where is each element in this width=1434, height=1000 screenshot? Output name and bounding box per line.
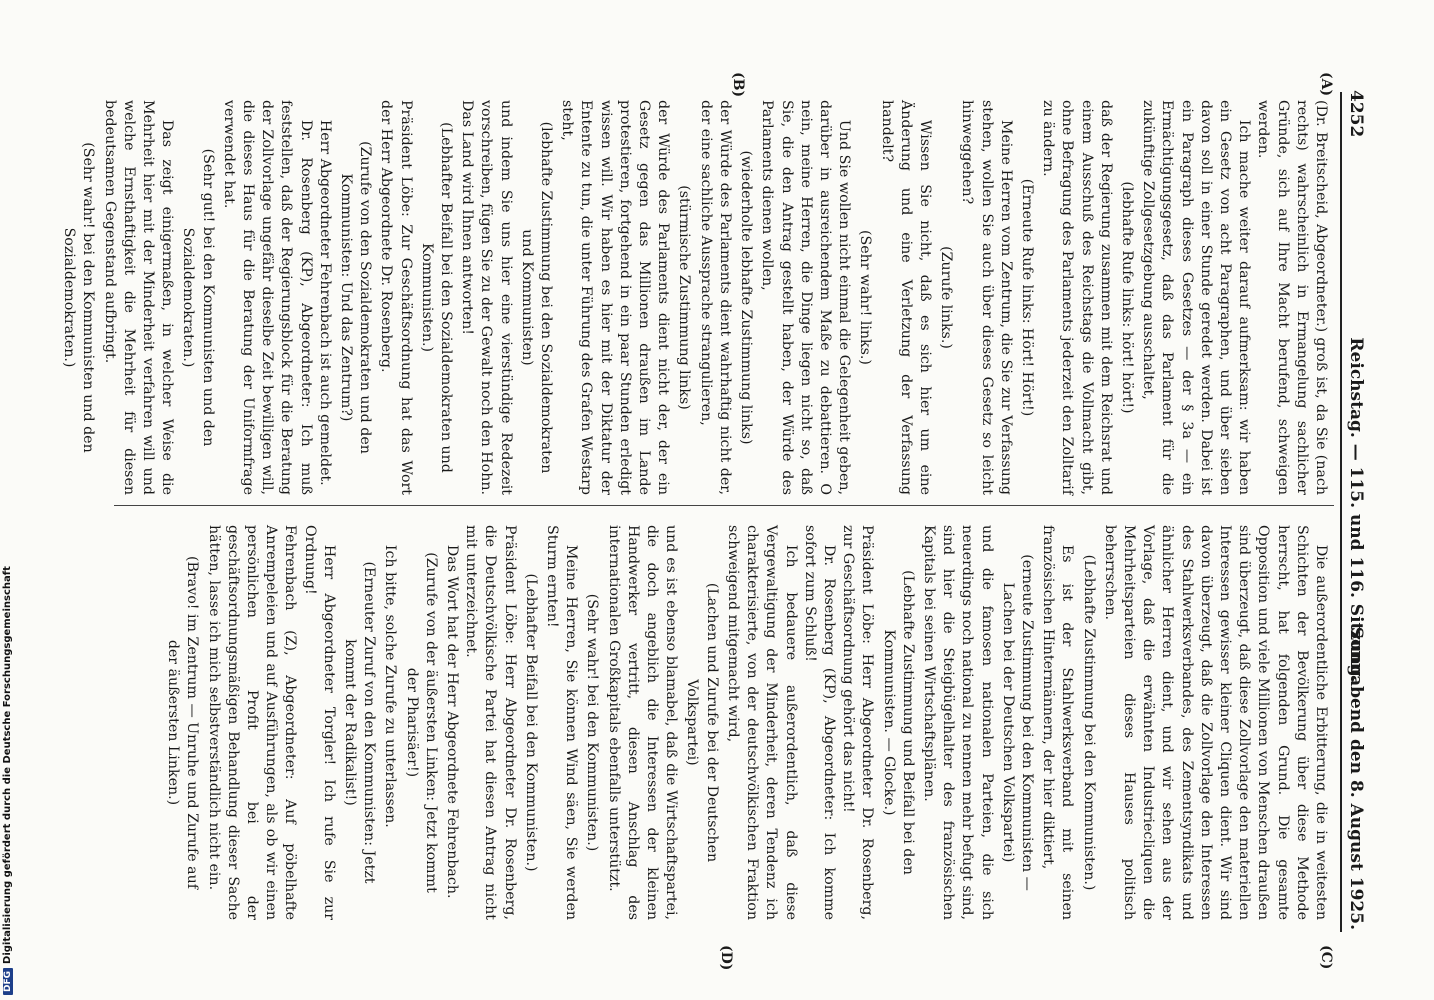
stage-direction: (Sehr wahr! bei den Kommunisten und den Sozialdemokraten.) <box>61 142 97 453</box>
body-paragraph: der Würde des Parlaments dient wahrhaftig nicht der, der eine sachliche Aussprache strangulieren, <box>697 100 733 495</box>
stage-direction: (erneute Zustimmung bei den Kommunisten — Lachen bei der Deutschen Volkspartei) <box>999 554 1035 891</box>
speaker-paragraph: Präsident Löbe: Herr Abgeordneter Dr. Rosenberg, zur Geschäftsordnung gehört das nicht! <box>840 525 876 920</box>
body-paragraph: und es ist ebenso blamabel, daß die Wirtschaftspartei, die doch angeblich die Interessen der kleinen Handwerker vertritt, diesen Anschlag des internationalen Großkapitals ebenfalls unterstützt. <box>605 525 680 920</box>
credit-text: Digitalisierung gefördert durch die Deutsche Forschungsgemeinschaft <box>2 566 13 964</box>
speaker-paragraph: Präsident Löbe: Zur Geschäftsordnung hat das Wort der Herr Abgeordnete Dr. Rosenberg. <box>378 100 414 495</box>
body-paragraph: Es ist der Stahlwerksverband mit seinen französischen Hintermännern, der hier diktiert, <box>1040 525 1076 920</box>
body-paragraph: Wissen Sie nicht, daß es sich hier um eine Änderung und eine Verletzung der Verfassung handelt? <box>878 100 933 495</box>
stage-direction: (wiederholte lebhafte Zustimmung links) <box>738 150 755 445</box>
body-paragraph: Die außerordentliche Erbitterung, die in weitesten Schichten der Bevölkerung über diese Methode herrscht, hat folgenden Grund. Die gesamte Opposition und viele Millionen von Menschen draußen sind überzeugt, daß diese Zollvorlage den materiellen Interessen gewisser kleiner Cliquen dient. Wir sind davon überzeugt, daß die Zollvorlage den Interessen des Stahlwerksverbandes, des Zementsyndikats und ähnlicher Herren dient, und wir sehen aus der Vorlage, daß die erwähnten Industriecliquen die Mehrheitsparteien dieses Hauses politisch beherrschen. <box>1101 525 1329 920</box>
stage-direction: (Zurufe von der äußersten Linken: Jetzt kommt der Pharisäer!) <box>403 552 439 893</box>
stage-direction: (Lebhafter Beifall bei den Sozialdemokraten und Kommunisten.) <box>418 122 455 473</box>
margin-marker-a: (A) <box>1318 72 1334 97</box>
stage-direction: (Zurufe links.) <box>938 246 955 349</box>
right-column <box>100 525 1330 920</box>
body-paragraph: Herr Abgeordneter Torgler! Ich rufe Sie zur Ordnung! <box>301 525 337 920</box>
body-paragraph: Meine Herren, Sie können Wind säen, Sie werden Sturm ernten! <box>544 525 580 920</box>
stage-direction: (Erneuter Zuruf von den Kommunisten: Jetzt kommt der Radikalist!) <box>342 561 378 884</box>
margin-marker-c: (C) <box>1318 945 1334 970</box>
funding-credit <box>2 566 13 995</box>
stage-direction: (Bravo! im Zentrum — Unruhe und Zurufe auf der äußersten Linken.) <box>165 556 201 889</box>
page-number: 4252 <box>1346 90 1366 138</box>
left-column <box>61 100 1330 495</box>
body-paragraph: (Dr. Breitscheid, Abgeordneter.) groß ist, da Sie (nach rechts) wahrscheinlich in Ermangelung sachlicher Gründe, sich auf Ihre Macht berufend, schweigen werden. <box>1255 100 1329 495</box>
stage-direction: (Sehr wahr! bei den Kommunisten.) <box>584 593 601 852</box>
stage-direction: (Lebhafte Zustimmung bei den Kommunisten.) <box>1080 554 1097 891</box>
stage-direction: (Erneute Rufe links: Hört! Hört!) <box>1018 178 1035 417</box>
speaker-paragraph: Fehrenbach (Z), Abgeordneter: Auf pöbelhafte Anrempeleien und auf Ausführungen, als ob wir einen persönlichen Profit bei der geschäftsordnungsmäßigen Behandlung dieser Sache hätten, lasse ich mich selbstverständlich nicht ein. <box>205 525 299 920</box>
page-header <box>1340 90 1380 930</box>
body-paragraph: Und Sie wollen nicht einmal die Gelegenheit geben, darüber in ausreichendem Maße zu debattieren. O nein, meine Herren, die Dinge liegen nicht so, daß Sie, die den Antrag gestellt haben, der Würde des Parlaments dienen wollen, <box>759 100 853 495</box>
body-paragraph: Ich bitte, solche Zurufe zu unterlassen. <box>382 544 399 828</box>
body-paragraph: Meine Herren vom Zentrum, die Sie zur Verfassung stehen, wollen Sie auch über dieses Gesetz so leicht hinweggehen? <box>959 100 1014 495</box>
stage-direction: (stürmische Zustimmung links) <box>676 185 693 410</box>
running-title: Reichstag. — 115. und 116. Sitzung. <box>1346 337 1366 683</box>
body-paragraph: und die famosen nationalen Parteien, die sich neuerdings noch national zu nennen mehr befugt sind, sind hier die Steigbügelhalter des französischen Kapitals bei seinen Wirtschaftsplänen. <box>920 525 995 920</box>
stage-direction: (Lachen und Zurufe bei der Deutschen Volkspartei) <box>684 582 720 863</box>
body-paragraph: Dr. Rosenberg (KP), Abgeordneter: Ich muß feststellen, daß der Regierungsblock für die Beratung der Zollvorlage ungefähr dieselbe Zeit bewilligen will, die dieses Haus für die Beratung der Uniformfrage verwendet hat. <box>220 100 314 495</box>
stage-direction: (lebhafte Zustimmung bei den Sozialdemokraten und Kommunisten) <box>518 121 555 474</box>
body-paragraph: Ich bedauere außerordentlich, daß diese Vergewaltigung der Minderheit, deren Tendenz ich charakterisierte, von der deutschvölkischen Fraktion schweigend mitgemacht wird, <box>724 525 799 920</box>
body-paragraph: Das Wort hat der Herr Abgeordnete Fehrenbach. <box>444 544 461 899</box>
stage-direction: (Sehr gut! bei den Kommunisten und den Sozialdemokraten.) <box>180 148 216 447</box>
margin-marker-b: (B) <box>730 72 746 98</box>
body-paragraph: Ich mache weiter darauf aufmerksam: wir haben ein Gesetz von acht Paragraphen, und über sieben davon soll in einer Stunde geredet werden. Dabei ist ein Paragraph dieses Gesetzes — der § 3a — ein Ermächtigungsgesetz, daß das Parlament für die zukünftige Zollgesetzgebung ausschaltet, <box>1140 100 1253 495</box>
speaker-paragraph: Präsident Löbe: Herr Abgeordneter Dr. Rosenberg, die Deutschvölkische Partei hat diesen Antrag nicht mit unterzeichnet. <box>463 525 518 920</box>
header-rule <box>1340 92 1342 932</box>
stage-direction: (Lebhafte Zustimmung und Beifall bei den Kommunisten. — Glocke.) <box>880 570 916 875</box>
body-paragraph: und indem Sie uns hier eine vierstündige Redezeit vorschreiben, fügen Sie zu der Gewalt noch den Hohn. Das Land wird Ihnen antworten! <box>459 100 514 495</box>
body-paragraph: der Würde des Parlaments dient nicht der, der ein Gesetz gegen das Millionen draußen im Lande protestieren, fortgehend in ein paar Stunden erledigt wissen will. Wir haben es hier mit der Diktatur der Entente zu tun, die unter Führung des Grafen Westarp steht, <box>559 100 672 495</box>
body-paragraph: Herr Abgeordneter Fehrenbach ist auch gemeldet. <box>316 119 333 486</box>
margin-marker-d: (D) <box>718 945 734 971</box>
session-date: Sonnabend den 8. August 1925. <box>1346 626 1366 930</box>
body-paragraph: Dr. Rosenberg (KP), Abgeordneter: Ich komme sofort zum Schluß! <box>801 525 837 920</box>
body-paragraph: daß der Regierung zusammen mit dem Reichsrat und einem Ausschuß des Reichstags die Vollmacht gibt, ohne Befragung des Parlaments jederzeit den Zolltarif zu ändern. <box>1040 100 1114 495</box>
dfg-logo: DFG <box>3 968 13 995</box>
column-divider <box>114 505 1334 506</box>
stage-direction: (Lebhafter Beifall bei den Kommunisten.) <box>522 573 539 872</box>
stage-direction: (lebhafte Rufe links: hört! hört!) <box>1118 181 1135 414</box>
stage-direction: (Sehr wahr! links.) <box>857 230 874 365</box>
stage-direction: (Zurufe von den Sozialdemokraten und den Kommunisten: Und das Zentrum?) <box>338 141 374 454</box>
body-paragraph: Das zeigt einigermaßen, in welcher Weise die Mehrheit hier mit der Minderheit verfahren will und welche Ernsthaftigkeit die Mehrheit für diesen bedeutsamen Gegenstand aufbringt. <box>101 100 176 495</box>
